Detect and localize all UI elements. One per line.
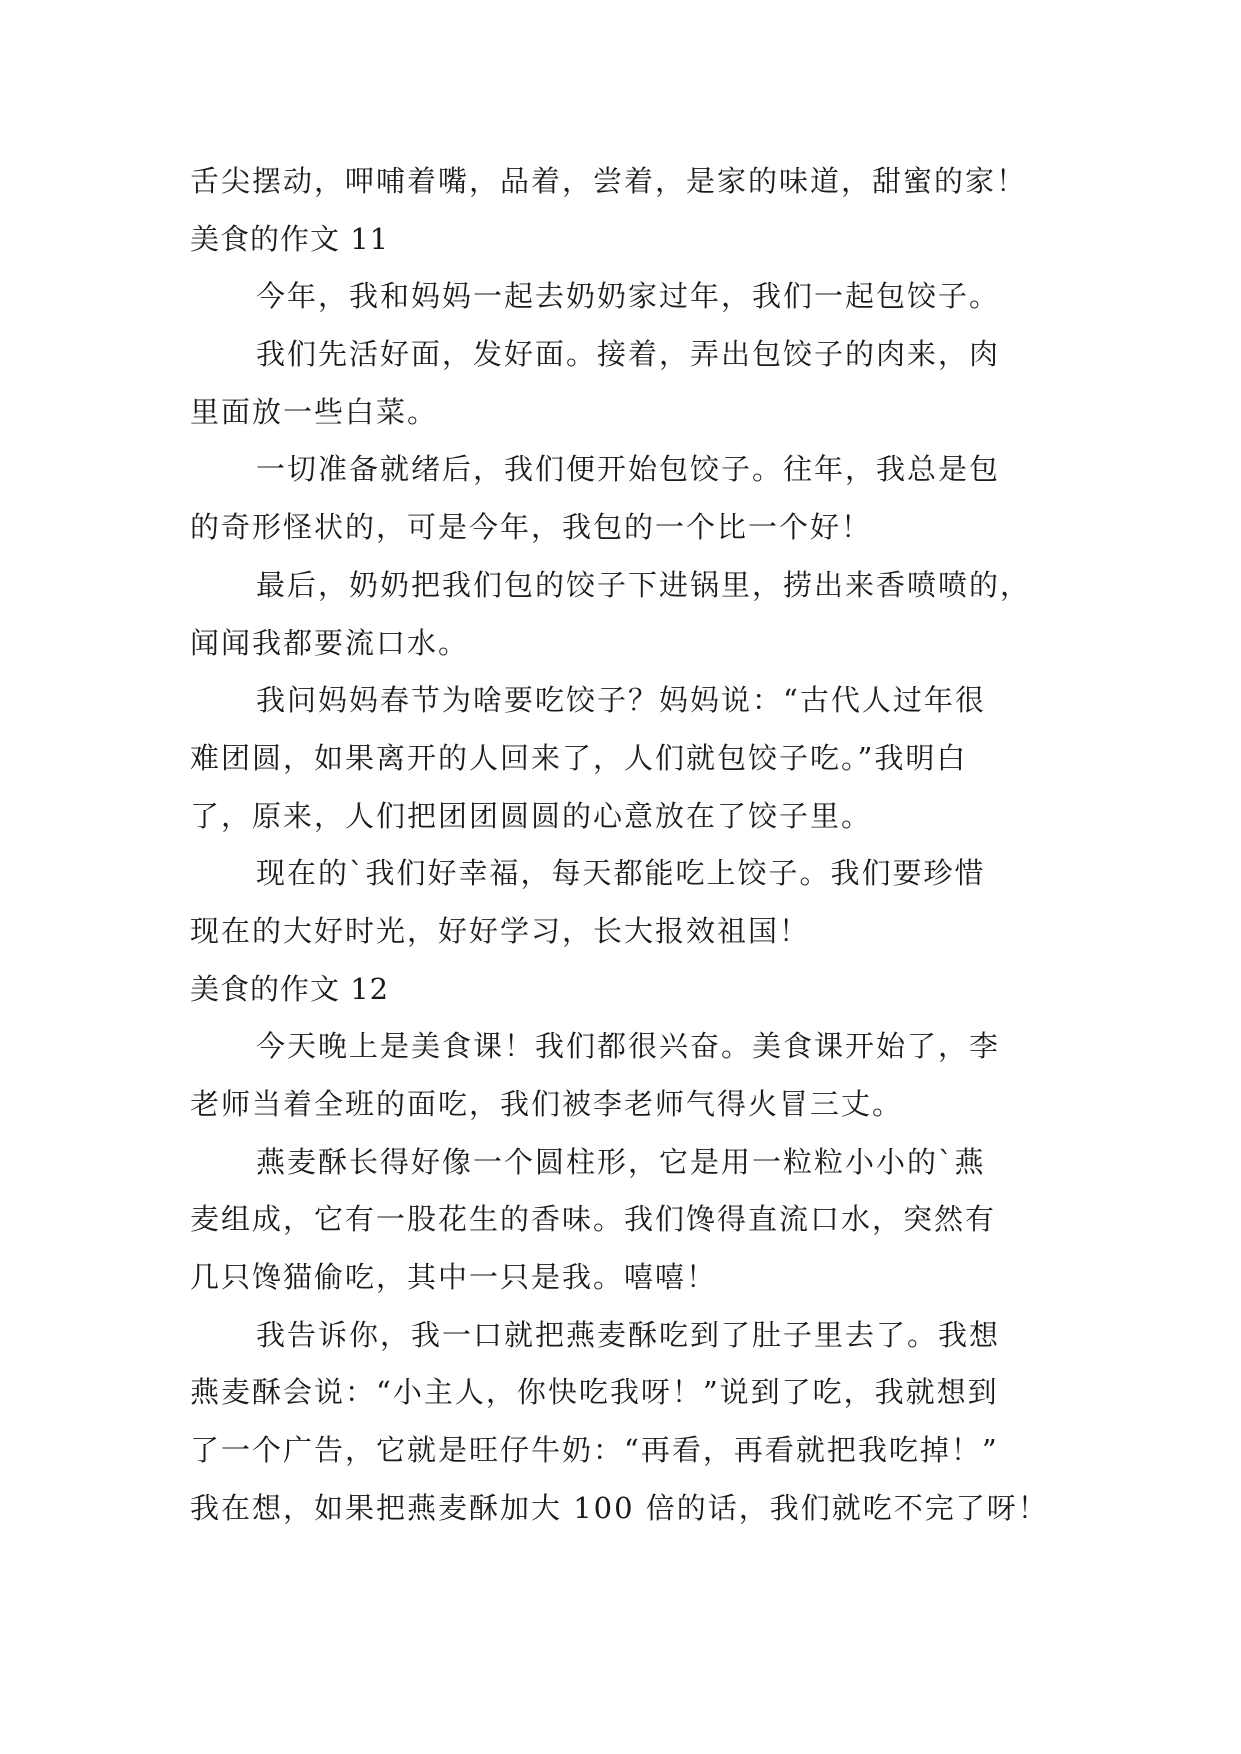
text-line: 今天晚上是美食课！我们都很兴奋。美食课开始了，李 [256, 1029, 1001, 1064]
text-line: 了一个广告，它就是旺仔牛奶：“再看，再看就把我吃掉！” [190, 1433, 999, 1468]
text-line: 今年，我和妈妈一起去奶奶家过年，我们一起包饺子。 [256, 279, 1001, 314]
text-line: 一切准备就绪后，我们便开始包饺子。往年，我总是包 [256, 452, 1001, 487]
text-line: 老师当着全班的面吃，我们被李老师气得火冒三丈。 [190, 1087, 904, 1121]
text-line: 最后，奶奶把我们包的饺子下进锅里，捞出来香喷喷的， [256, 567, 1032, 602]
text-line: 我在想，如果把燕麦酥加大 100 倍的话，我们就吃不完了呀！ [190, 1490, 1049, 1525]
text-line: 我告诉你，我一口就把燕麦酥吃到了肚子里去了。我想 [256, 1317, 1001, 1352]
text-line: 的奇形怪状的，可是今年，我包的一个比一个好！ [190, 510, 873, 545]
section-heading: 美食的作文 12 [190, 971, 390, 1006]
text-line: 现在的`我们好幸福，每天都能吃上饺子。我们要珍惜 [256, 856, 986, 891]
text-line: 燕麦酥长得好像一个圆柱形，它是用一粒粒小小的`燕 [256, 1144, 986, 1179]
text-line: 闻闻我都要流口水。 [190, 625, 470, 660]
text-line: 我们先活好面，发好面。接着，弄出包饺子的肉来，肉 [256, 337, 1001, 372]
text-line: 我问妈妈春节为啥要吃饺子？妈妈说：“古代人过年很 [256, 683, 986, 718]
section-heading: 美食的作文 11 [190, 221, 390, 256]
text-line: 现在的大好时光，好好学习，长大报效祖国！ [190, 913, 811, 948]
text-line: 麦组成，它有一股花生的香味。我们馋得直流口水，突然有 [190, 1202, 997, 1237]
text-line: 舌尖摆动，呷哺着嘴，品着，尝着，是家的味道，甜蜜的家！ [190, 164, 1028, 198]
text-line: 了，原来，人们把团团圆圆的心意放在了饺子里。 [190, 798, 873, 833]
text-line: 难团圆，如果离开的人回来了，人们就包饺子吃。”我明白 [190, 740, 968, 775]
text-line: 几只馋猫偷吃，其中一只是我。嘻嘻！ [190, 1260, 718, 1295]
text-line: 燕麦酥会说：“小主人，你快吃我呀！”说到了吃，我就想到 [190, 1375, 999, 1410]
document-body [190, 153, 1070, 1538]
text-line: 里面放一些白菜。 [190, 394, 439, 429]
